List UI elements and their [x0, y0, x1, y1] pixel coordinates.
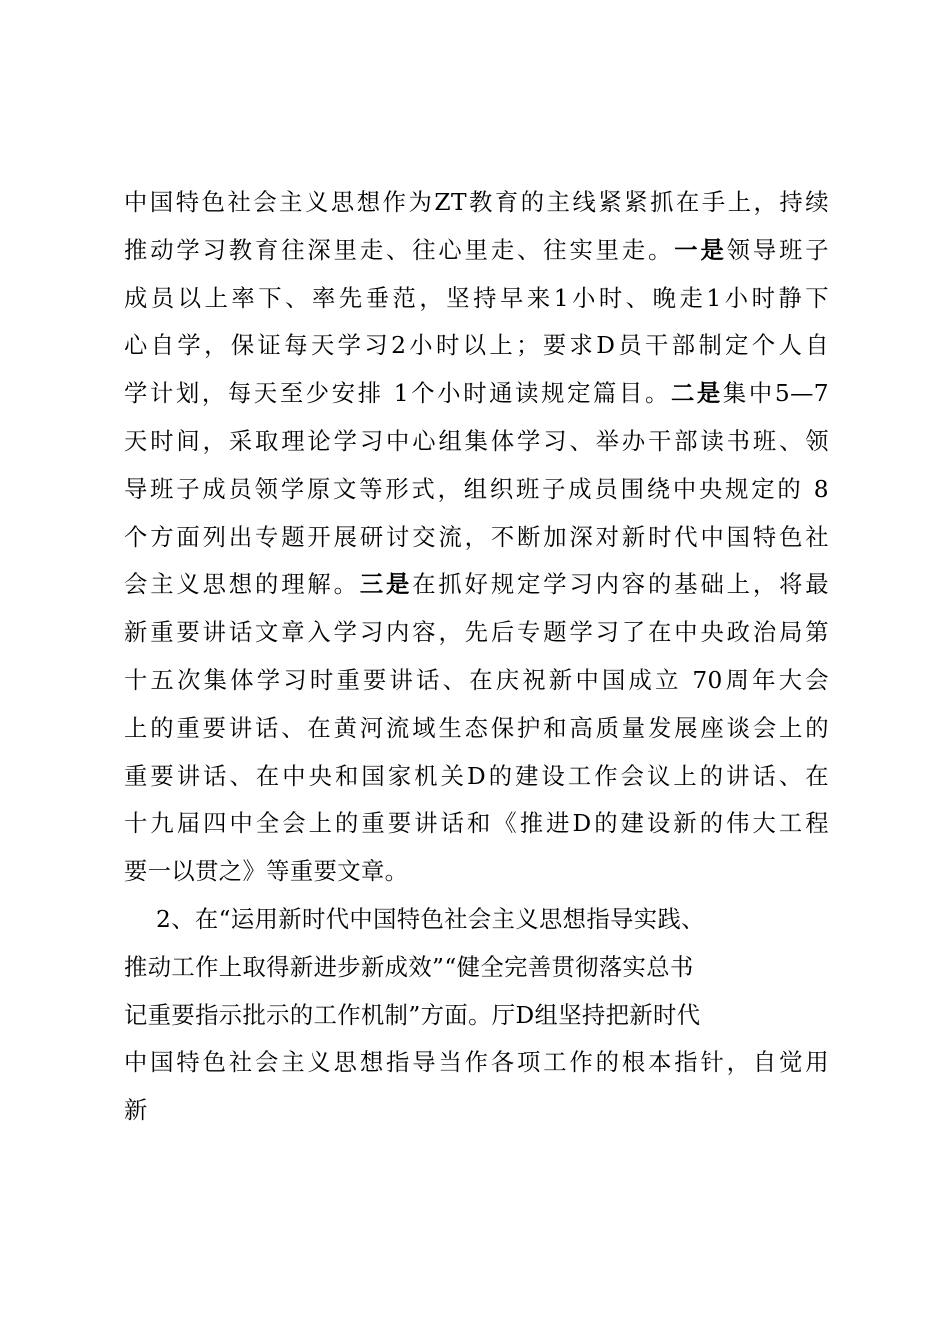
document-body [124, 179, 829, 1135]
text-line: 中国特色社会主义思想指导当作各项工作的根本指针，自觉用 [124, 1049, 829, 1077]
text-line [124, 370, 829, 418]
text-line: 中国特色社会主义思想作为ZT教育的主线紧紧抓在手上，持续 [124, 189, 829, 216]
bold-marker-second: 二是 [670, 380, 723, 408]
text-line: 记重要指示批示的工作机制”方面。厅D组坚持把新时代 [124, 1001, 701, 1029]
text-span: 集中5—7 [722, 380, 829, 408]
text-line: 导班子成员领学原文等形式，组织班子成员围绕中央规定的 8 [124, 475, 829, 503]
text-line: 重要讲话、在中央和国家机关D的建设工作会议上的讲话、在 [124, 762, 829, 790]
text-line: 要一以贯之》等重要文章。 [124, 858, 409, 886]
bold-marker-third: 三是 [359, 571, 413, 599]
text-line: 个方面列出专题开展研讨交流，不断加深对新时代中国特色社 [124, 523, 829, 551]
paragraph-practice-guidance [124, 896, 829, 1135]
text-line: 十五次集体学习时重要讲话、在庆祝新中国成立 70周年大会 [124, 666, 829, 694]
text-line [124, 227, 829, 275]
text-line: 推动工作上取得新进步新成效”“健全完善贯彻落实总书 [124, 953, 694, 981]
text-line: 十九届四中全会上的重要讲话和《推进D的建设新的伟大工程 [124, 810, 829, 838]
text-span: 领导班子 [726, 236, 829, 264]
text-line: 成员以上率下、率先垂范，坚持早来1小时、晚走1小时静下 [124, 284, 829, 312]
text-span: 学计划，每天至少安排 1个小时通读规定篇目。 [124, 380, 671, 408]
paragraph-study-education [124, 179, 829, 896]
text-line: 2、在“运用新时代中国特色社会主义思想指导实践、 [156, 905, 705, 933]
text-span: 在抓好规定学习内容的基础上，将最 [412, 571, 829, 599]
text-line: 上的重要讲话、在黄河流域生态保护和高质量发展座谈会上的 [124, 714, 829, 742]
bold-marker-first: 一是 [674, 236, 727, 264]
text-line [124, 561, 829, 609]
text-line: 新重要讲话文章入学习内容，先后专题学习了在中央政治局第 [124, 619, 829, 647]
text-line: 心自学，保证每天学习2小时以上；要求D员干部制定个人自 [124, 332, 829, 360]
text-line: 天时间，采取理论学习中心组集体学习、举办干部读书班、领 [124, 427, 829, 455]
text-line: 新 [124, 1097, 148, 1125]
text-span: 推动学习教育往深里走、往心里走、往实里走。 [124, 236, 675, 264]
text-span: 会主义思想的理解。 [124, 571, 360, 599]
